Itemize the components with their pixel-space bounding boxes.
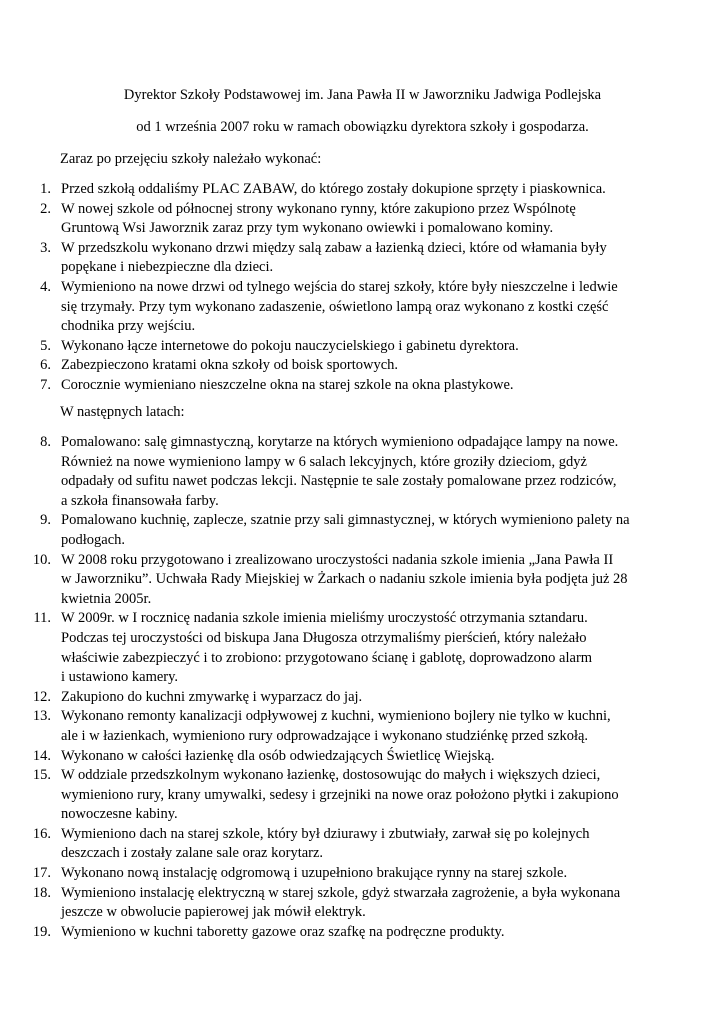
list-item — [0, 707, 725, 746]
header-line-1: Dyrektor Szkoły Podstawowej im. Jana Pawła II w Jaworzniku Jadwiga Podlejska — [123, 87, 602, 103]
list-item-number: 2. — [40, 200, 51, 217]
list-item-number: 14. — [32, 747, 51, 764]
list-item-text: i ustawiono kamery. — [61, 669, 179, 686]
list-item — [0, 376, 725, 396]
list-item — [0, 239, 725, 278]
list-item — [0, 356, 725, 376]
intro-heading: Zaraz po przejęciu szkoły należało wykonać: — [60, 151, 322, 167]
list-item-text: Zakupiono do kuchni zmywarkę i wyparzacz do jaj. — [61, 688, 363, 705]
list-item-text: podłogach. — [61, 531, 126, 548]
list-item-text: Wymieniono na nowe drzwi od tylnego wejścia do starej szkoły, które były nieszczelne i ledwie — [61, 278, 618, 295]
list-item-number: 12. — [32, 688, 51, 705]
list-item — [0, 180, 725, 200]
list-item-text: chodnika przy wejściu. — [61, 318, 196, 335]
list-item-text: Wykonano łącze internetowe do pokoju nauczycielskiego i gabinetu dyrektora. — [61, 337, 519, 354]
list-item-text: jeszcze w obwolucie papierowej jak mówił elektryk. — [61, 904, 366, 921]
list-item-text: właściwie zabezpieczyć i to zrobiono: przygotowano ścianę i gablotę, doprowadzono alarm — [61, 649, 593, 666]
list-item-text: kwietnia 2005r. — [61, 590, 152, 607]
list-item-text: się trzymały. Przy tym wykonano zadaszenie, oświetlono lampą oraz wykonano z kostki część — [61, 298, 609, 315]
list-item-text: odpadały od sufitu nawet podczas lekcji. Następnie te sale zostały pomalowane przez rodziców, — [61, 473, 617, 490]
list-item-text: Wymieniono dach na starej szkole, który był dziurawy i zbutwiały, zarwał się po kolejnych — [61, 825, 590, 842]
list-item — [0, 766, 725, 825]
list-item — [0, 278, 725, 337]
list-item-text: Zabezpieczono kratami okna szkoły od boisk sportowych. — [61, 357, 399, 374]
list-item-number: 1. — [40, 181, 51, 197]
list-item — [0, 200, 725, 239]
task-list-initial — [0, 180, 725, 396]
list-item-number: 13. — [32, 708, 51, 725]
list-item-text: Przed szkołą oddaliśmy PLAC ZABAW, do którego zostały dokupione sprzęty i piaskownica. — [61, 181, 606, 197]
task-list-subsequent — [0, 433, 725, 942]
list-item-text: W przedszkolu wykonano drzwi między salą zabaw a łazienką dzieci, które od włamania były — [61, 239, 607, 256]
list-item-text: Również na nowe wymieniono lampy w 6 salach lekcyjnych, które groziły dzieciom, gdyż — [61, 453, 587, 470]
list-item-text: wymieniono rury, krany umywalki, sedesy i grzejniki na nowe oraz położono płytki i zakupiono — [61, 786, 619, 803]
list-item-number: 10. — [32, 551, 51, 568]
list-item-number: 7. — [40, 376, 51, 393]
list-item-text: W 2008 roku przygotowano i zrealizowano uroczystości nadania szkole imienia „Jana Pawła II — [61, 551, 614, 568]
list-item-number: 6. — [40, 357, 51, 374]
list-item — [0, 825, 725, 864]
list-item-number: 8. — [40, 434, 51, 450]
list-item — [0, 923, 725, 943]
list-item-text: deszczach i zostały zalane sale oraz korytarz. — [61, 845, 324, 862]
list-item-number: 3. — [40, 239, 51, 256]
list-item-text: ale i w łazienkach, wymieniono rury odprowadzające i wykonano studziénkę przed szkołą. — [61, 727, 589, 744]
list-item-text: W oddziale przedszkolnym wykonano łazienkę, dostosowując do małych i większych dzieci, — [61, 767, 601, 784]
list-item — [0, 884, 725, 923]
list-item-text: Pomalowano: salę gimnastyczną, korytarze na których wymieniono odpadające lampy na nowe. — [61, 434, 619, 450]
list-item-text: W 2009r. w I rocznicę nadania szkole imienia mieliśmy uroczystość otrzymania sztandaru. — [61, 610, 588, 627]
list-item-text: W nowej szkole od północnej strony wykonano rynny, które zakupiono przez Wspólnotę — [61, 200, 576, 217]
header-line-2: od 1 września 2007 roku w ramach obowiązku dyrektora szkoły i gospodarza. — [136, 119, 589, 135]
subsequent-years-heading: W następnych latach: — [60, 404, 185, 420]
list-item-text: Wykonano nową instalację odgromową i uzupełniono brakujące rynny na starej szkole. — [61, 865, 568, 882]
list-item-text: Wykonano remonty kanalizacji odpływowej z kuchni, wymieniono bojlery nie tylko w kuchni, — [61, 708, 611, 725]
list-item-text: a szkoła finansowała farby. — [61, 492, 219, 509]
list-item-number: 9. — [40, 512, 51, 529]
list-item-number: 16. — [32, 825, 51, 842]
list-item-text: Podczas tej uroczystości od biskupa Jana Długosza otrzymaliśmy pierścień, który należało — [61, 629, 587, 646]
list-item — [0, 551, 725, 610]
list-item-number: 18. — [32, 884, 51, 901]
list-item-text: popękane i niebezpieczne dla dzieci. — [61, 259, 274, 276]
list-item-text: nowoczesne kabiny. — [61, 806, 178, 823]
list-item-number: 17. — [32, 865, 51, 882]
list-item-number: 4. — [40, 278, 51, 295]
list-item-number: 19. — [32, 923, 51, 940]
list-item-number: 15. — [32, 767, 51, 784]
list-item — [0, 433, 725, 511]
list-item-number: 5. — [40, 337, 51, 354]
list-item-number: 11. — [33, 610, 51, 627]
list-item — [0, 337, 725, 357]
list-item-text: Wymieniono instalację elektryczną w starej szkole, gdyż stwarzała zagrożenie, a była wykonana — [61, 884, 621, 901]
list-item-text: Gruntową Wsi Jaworznik zaraz przy tym wykonano owiewki i pomalowano kominy. — [61, 220, 554, 237]
list-item-text: Pomalowano kuchnię, zaplecze, szatnie przy sali gimnastycznej, w których wymieniono palety na — [61, 512, 630, 529]
list-item — [0, 511, 725, 550]
list-item — [0, 688, 725, 708]
list-item-text: w Jaworzniku”. Uchwała Rady Miejskiej w Żarkach o nadaniu szkole imienia była podjęta już 28 — [61, 571, 628, 588]
list-item-text: Wykonano w całości łazienkę dla osób odwiedzających Świetlicę Wiejską. — [61, 747, 495, 764]
list-item-text: Wymieniono w kuchni taboretty gazowe oraz szafkę na podręczne produkty. — [61, 923, 505, 940]
list-item — [0, 747, 725, 767]
list-item — [0, 864, 725, 884]
list-item — [0, 609, 725, 687]
list-item-text: Corocznie wymieniano nieszczelne okna na starej szkole na okna plastykowe. — [61, 376, 514, 393]
